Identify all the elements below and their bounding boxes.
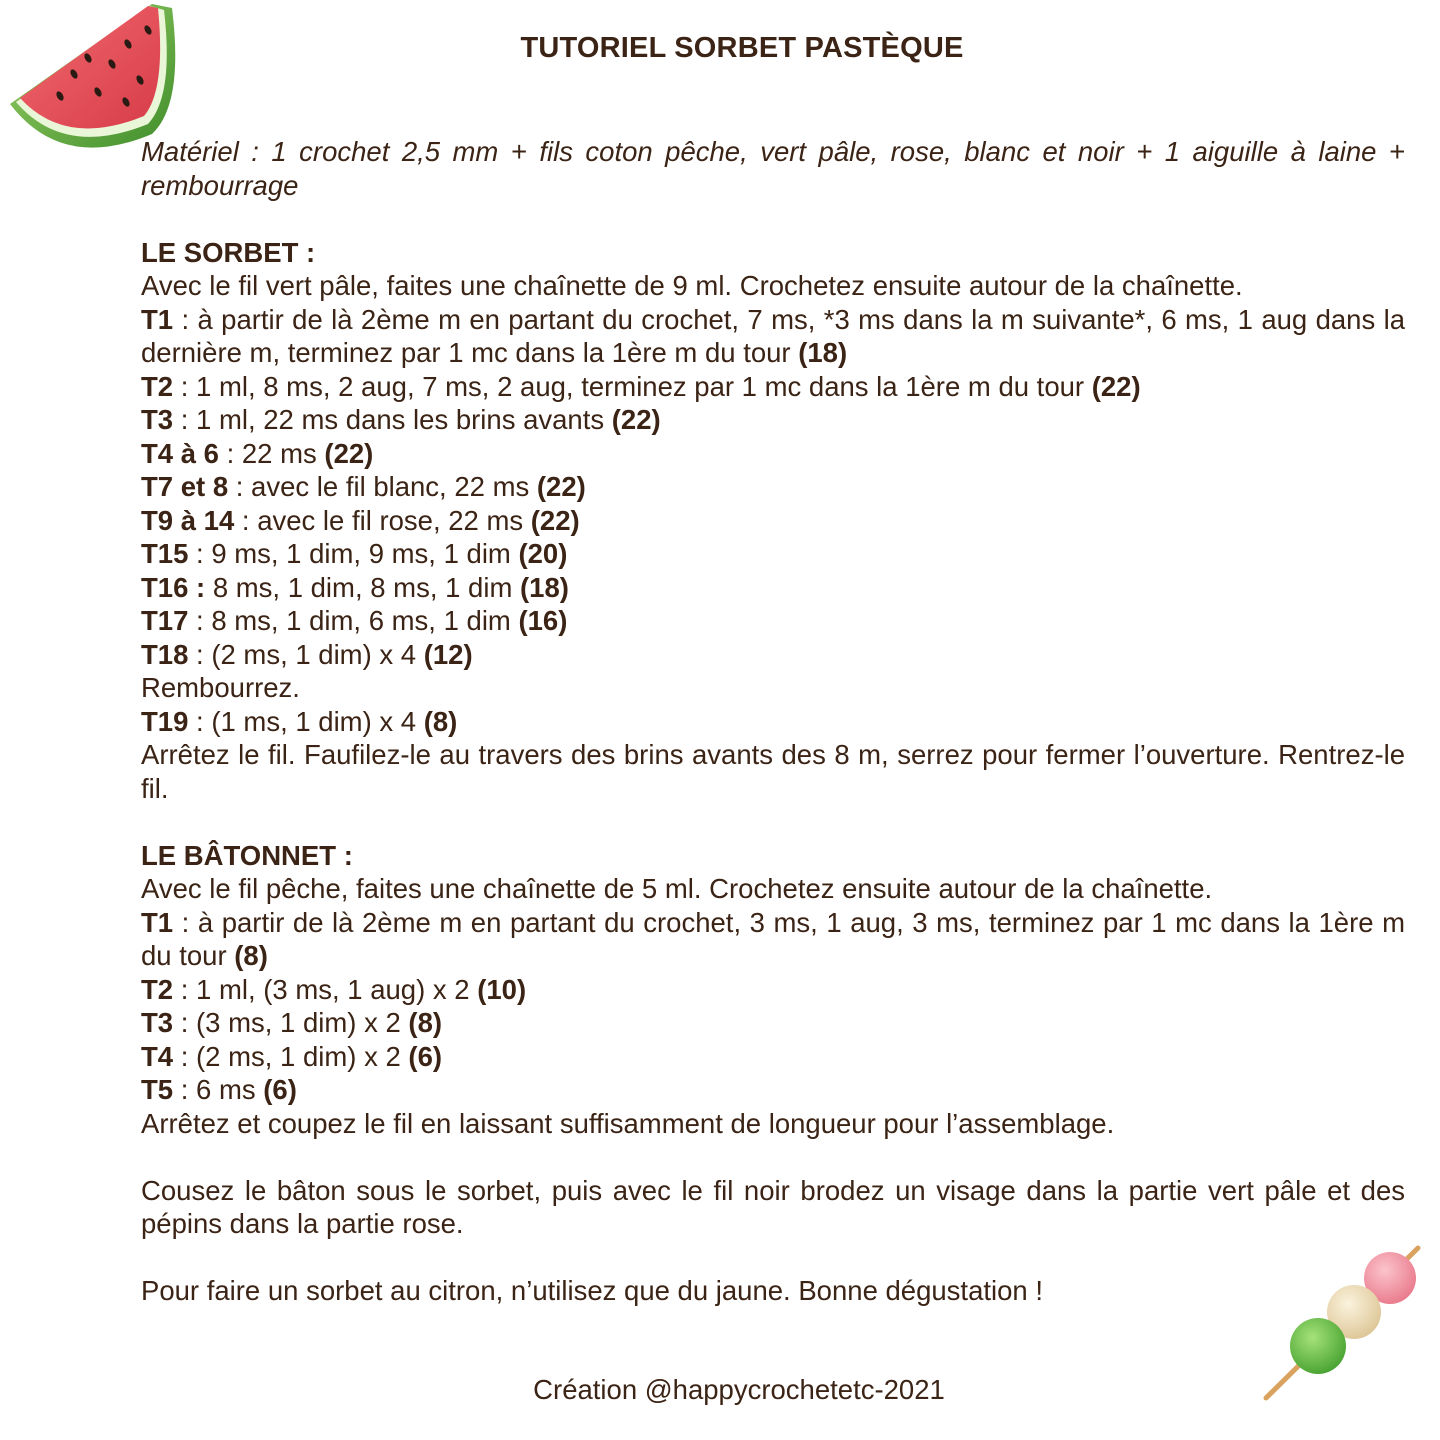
sorbet-row-9: T17 : 8 ms, 1 dim, 6 ms, 1 dim (16) xyxy=(141,605,568,636)
page-title: TUTORIEL SORBET PASTÈQUE xyxy=(520,32,964,64)
sorbet-closing: Arrêtez le fil. Faufilez-le au travers des brins avants des 8 m, serrez pour fermer l’ouverture. Rentrez-le fil. xyxy=(141,739,1405,804)
batonnet-row-3: T3 : (3 ms, 1 dim) x 2 (8) xyxy=(141,1007,443,1038)
sorbet-row-8: T16 : 8 ms, 1 dim, 8 ms, 1 dim (18) xyxy=(141,571,569,603)
spacer xyxy=(141,1241,1405,1275)
tutorial-content xyxy=(141,135,1405,1308)
sorbet-row-2: T2 : 1 ml, 8 ms, 2 aug, 7 ms, 2 aug, terminez par 1 mc dans la 1ère m du tour (22) xyxy=(141,370,1141,402)
sorbet-row-7: T15 : 9 ms, 1 dim, 9 ms, 1 dim (20) xyxy=(141,538,568,569)
sorbet-intro: Avec le fil vert pâle, faites une chaînette de 9 ml. Crochetez ensuite autour de la chaînette. xyxy=(141,270,1243,301)
sorbet-row-1: T1 : à partir de là 2ème m en partant du crochet, 7 ms, *3 ms dans la m suivante*, 6 ms, 1 aug dans la dernière m, terminez par 1 mc dans la 1ère m du tour (18) xyxy=(141,303,1406,368)
batonnet-row-4: T4 : (2 ms, 1 dim) x 2 (6) xyxy=(141,1040,443,1072)
spacer xyxy=(141,1140,1405,1174)
sorbet-stuffing-note: Rembourrez. xyxy=(141,672,300,703)
sorbet-row-19: T19 : (1 ms, 1 dim) x 4 (8) xyxy=(141,705,458,737)
sorbet-row-4: T4 à 6 : 22 ms (22) xyxy=(141,437,374,469)
sorbet-row-6: T9 à 14 : avec le fil rose, 22 ms (22) xyxy=(141,504,580,536)
dango-skewer-icon xyxy=(1252,1238,1432,1408)
assembly-instructions: Cousez le bâton sous le sorbet, puis avec le fil noir brodez un visage dans la partie vert pâle et des pépins dans la partie rose. xyxy=(141,1174,1405,1239)
batonnet-intro: Avec le fil pêche, faites une chaînette de 5 ml. Crochetez ensuite autour de la chaînette. xyxy=(141,873,1213,904)
sorbet-row-5: T7 et 8 : avec le fil blanc, 22 ms (22) xyxy=(141,471,586,502)
sorbet-row-10: T18 : (2 ms, 1 dim) x 4 (12) xyxy=(141,638,473,670)
batonnet-row-5: T5 : 6 ms (6) xyxy=(141,1074,297,1105)
lemon-variant-note: Pour faire un sorbet au citron, n’utilisez que du jaune. Bonne dégustation ! xyxy=(141,1275,1043,1306)
batonnet-row-1: T1 : à partir de là 2ème m en partant du crochet, 3 ms, 1 aug, 3 ms, terminez par 1 mc dans la 1ère m du tour (8) xyxy=(141,906,1405,971)
section-heading-sorbet: LE SORBET : xyxy=(141,236,316,268)
material-list: Matériel : 1 crochet 2,5 mm + fils coton pêche, vert pâle, rose, blanc et noir + 1 aiguille à laine + rembourrage xyxy=(141,136,1405,201)
spacer xyxy=(141,805,1405,839)
batonnet-row-2: T2 : 1 ml, (3 ms, 1 aug) x 2 (10) xyxy=(141,973,527,1005)
credit-line: Création @happycrochetetc-2021 xyxy=(533,1374,945,1405)
spacer xyxy=(141,202,1405,236)
sorbet-row-3: T3 : 1 ml, 22 ms dans les brins avants (22) xyxy=(141,404,661,435)
section-heading-batonnet: LE BÂTONNET : xyxy=(141,839,353,871)
batonnet-closing: Arrêtez et coupez le fil en laissant suffisamment de longueur pour l’assemblage. xyxy=(141,1107,1115,1139)
